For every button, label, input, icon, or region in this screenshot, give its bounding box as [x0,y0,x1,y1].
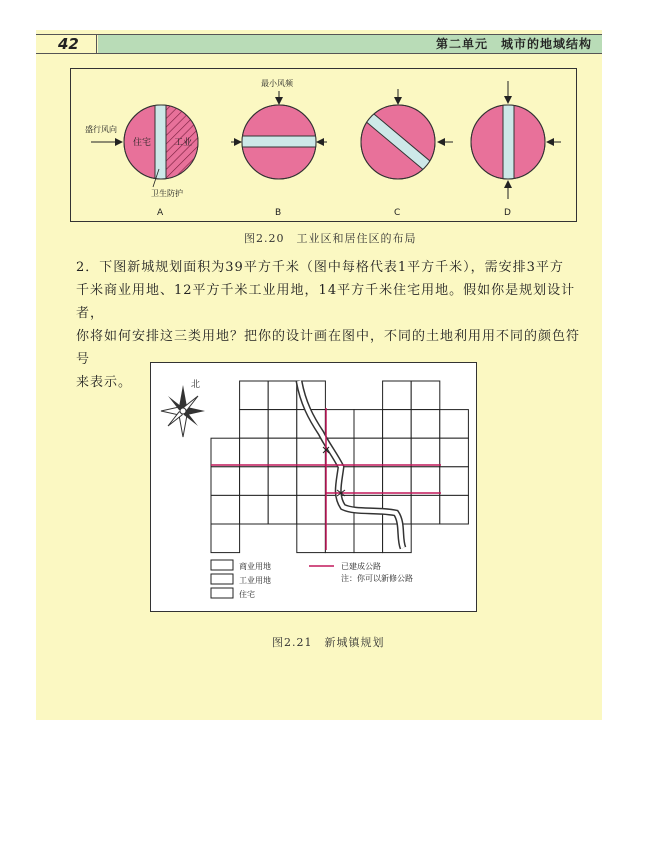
grid-cell [354,524,383,553]
figure-2-20-caption: 图2.20 工业区和居住区的布局 [244,232,417,245]
buffer-label: 卫生防护 [151,189,183,198]
legend-industrial: 工业用地 [239,576,271,585]
panel-label-d: D [504,208,511,218]
north-compass-icon [161,378,205,437]
panel-label-a: A [157,208,164,218]
grid-cell [440,438,469,467]
grid-cell [211,467,240,496]
panel-label-b: B [275,208,282,218]
grid-cell [268,381,297,410]
figure-2-21 [150,362,477,612]
grid-cell [383,438,412,467]
grid-cell [411,381,440,410]
figure-2-20-svg [71,69,576,221]
residential-label: 住宅 [133,138,152,148]
grid-cell [211,438,240,467]
grid-cell [354,467,383,496]
panel-c [361,89,453,218]
grid-cell [325,410,354,439]
grid-cell [297,524,326,553]
grid-cell [440,495,469,524]
grid-cell [240,495,269,524]
grid-cell [411,438,440,467]
grid-cell [211,495,240,524]
legend [211,560,413,599]
grid-cell [383,467,412,496]
grid-cell [240,381,269,410]
grid-cell [325,524,354,553]
grid-cell [211,524,240,553]
page-number-box [36,35,97,53]
legend-note: 注：你可以新修公路 [341,574,413,583]
grid-cell [297,467,326,496]
north-label: 北 [191,380,201,390]
page-header [36,34,602,54]
grid-cell [268,410,297,439]
grid-cell [411,410,440,439]
grid-cell [411,495,440,524]
paragraph-line: 你将如何安排这三类用地？把你的设计画在图中，不同的土地利用用不同的颜色符号 [76,329,581,367]
figure-2-21-svg [151,363,476,611]
grid-cell [240,467,269,496]
panel-a [85,99,206,218]
figure-2-20 [70,68,577,222]
grid-cell [354,410,383,439]
grid-cell [440,467,469,496]
grid-cell [383,381,412,410]
page-number: 42 [58,35,79,53]
panel-d [471,81,561,218]
grid-cell [297,495,326,524]
figure-2-21-caption: 图2.21 新城镇规划 [272,636,385,649]
industry-label: 工业 [174,138,193,148]
legend-road: 已建成公路 [341,562,381,571]
grid-cell [268,467,297,496]
paragraph-line: 2．下图新城规划面积为39平方千米（图中每格代表1平方千米），需安排3平方 [76,260,564,275]
grid-cell [268,495,297,524]
grid-cell [240,410,269,439]
unit-title: 第二单元 城市的地域结构 [435,37,592,51]
grid-cell [240,438,269,467]
grid-cell [440,410,469,439]
panel-b [231,78,327,218]
grid-cell [383,410,412,439]
grid-cell [268,438,297,467]
header-bar [98,35,602,53]
wind-label: 盛行风向 [85,125,117,134]
grid-cell [411,467,440,496]
paragraph-line: 千米商业用地、12平方千米工业用地，14平方千米住宅用地。假如你是规划设计者， [76,283,576,321]
min-wind-label: 最小风频 [261,79,293,88]
grid-cell [297,438,326,467]
panel-label-c: C [394,208,401,218]
paragraph-line: 来表示。 [76,375,133,390]
legend-residential: 住宅 [239,590,255,599]
grid-cell [354,438,383,467]
legend-commercial: 商业用地 [239,562,271,571]
